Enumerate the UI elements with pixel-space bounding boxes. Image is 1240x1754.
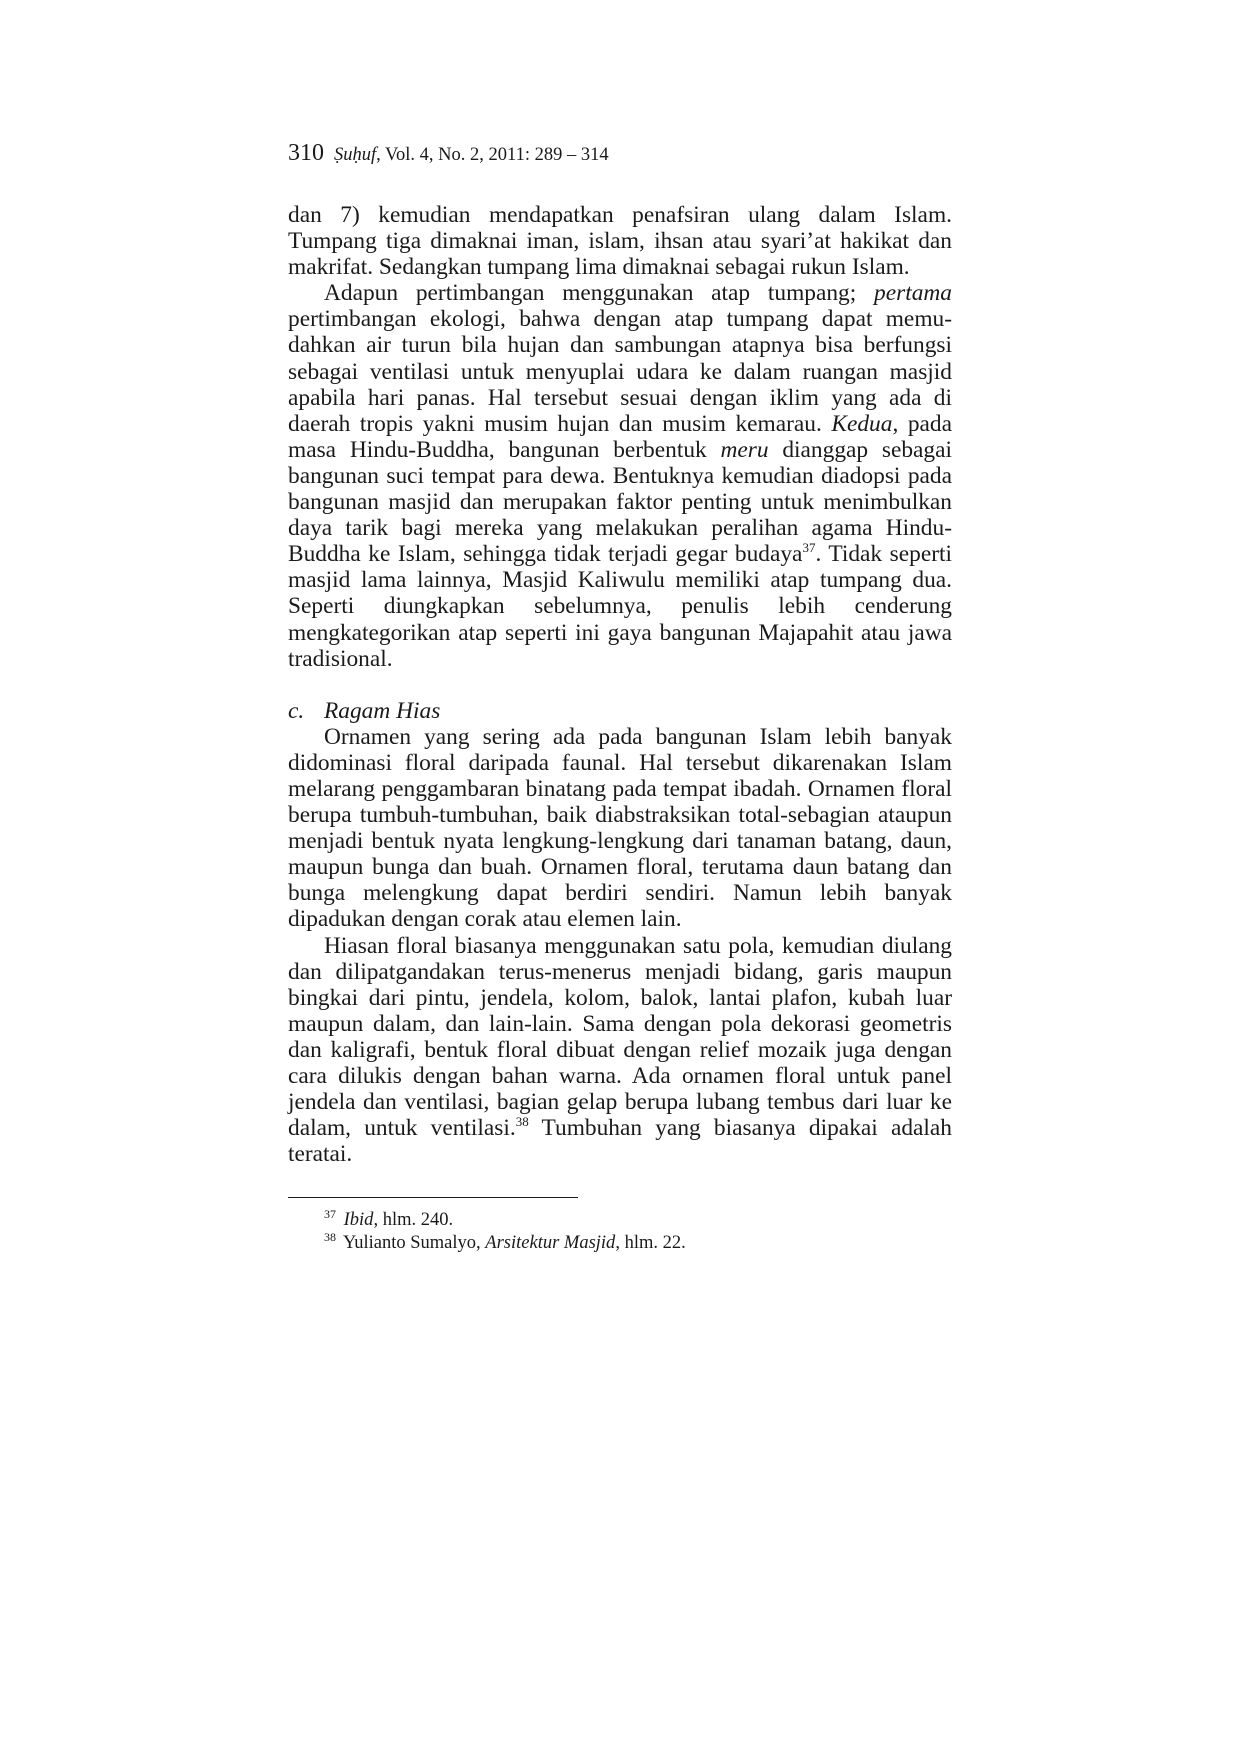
emphasis-pertama: pertama — [874, 280, 952, 307]
paragraph-atap-tumpang — [288, 280, 952, 671]
text-span: Hiasan floral biasanya menggunakan satu pola, kemudian diulang dan dilipatgandakan terus-menerus menjadi bidang, garis maupun bingkai dari pintu, jendela, kolom, balok, lantai plafon, kubah luar maupun dalam, dan lain-lain. Sama dengan pola dekorasi geometris dan kaligrafi, bentuk floral dibuat dengan relief mozaik juga dengan cara dilukis dengan bahan warna. Ada ornamen floral untuk panel jendela dan ventilasi, bagian gelap berupa lubang tembus dari luar ke dalam, untuk ventilasi. — [288, 932, 952, 1142]
paragraph-continued: dan 7) kemudian mendapatkan penafsiran ulang dalam Islam. Tumpang tiga dimaknai iman, islam, ihsan atau syari’at hakikat dan makrifat. Sedangkan tumpang lima dimaknai sebagai rukun Islam. — [288, 202, 952, 281]
footnote-37 — [324, 1209, 686, 1232]
emphasis-meru: meru — [720, 436, 769, 463]
footnote-number: 38 — [324, 1229, 336, 1244]
section-marker: c. — [288, 697, 305, 724]
footnotes — [324, 1209, 686, 1254]
text-span: , pada masa Hindu-Buddha, bangunan berbentuk — [288, 410, 952, 463]
footnote-italic: Arsitektur Masjid — [485, 1232, 616, 1253]
footnote-divider — [288, 1197, 578, 1198]
footnote-ref-38[interactable]: 38 — [515, 1114, 529, 1130]
footnote-ref-37[interactable]: 37 — [802, 540, 816, 556]
footnote-text: Yulianto Sumalyo, — [339, 1232, 486, 1253]
page-number: 310 — [288, 140, 324, 166]
paragraph-hiasan-floral — [288, 933, 952, 1168]
journal-title: Ṣuḥuf — [334, 145, 377, 165]
text-span: Tumbuhan yang biasanya dipakai adalah teratai. — [288, 1115, 952, 1168]
section-title: Ragam Hias — [324, 697, 441, 724]
footnote-text: , hlm. 240. — [373, 1210, 454, 1230]
journal-citation: , Vol. 4, No. 2, 2011: 289 – 314 — [376, 145, 609, 165]
text-span: . Tidak seperti masjid lama lainnya, Masjid Kaliwulu memiliki atap tumpang dua. Seperti diungkapkan sebelumnya, penulis lebih cenderung mengkategorikan atap seperti ini gaya bangunan Majapahit atau jawa tradisional. — [288, 541, 952, 672]
footnote-italic: Ibid — [343, 1210, 374, 1230]
text-span: Adapun pertimbangan menggunakan atap tumpang; — [324, 280, 875, 307]
emphasis-kedua: Kedua — [831, 410, 893, 437]
section-heading — [288, 698, 952, 724]
running-header — [288, 140, 609, 167]
text-span: dianggap sebagai bangunan suci tempat para dewa. Bentuknya kemudian diadopsi pada bangunan masjid dan merupakan faktor penting untuk menimbulkan daya tarik bagi mereka yang melakukan peralihan agama Hindu-Buddha ke Islam, sehingga tidak terjadi gegar budaya — [288, 436, 952, 568]
footnote-text: , hlm. 22. — [615, 1232, 686, 1253]
footnote-38 — [324, 1229, 686, 1255]
body-text — [288, 202, 952, 1167]
text-span: pertimbangan ekologi, bahwa dengan atap tumpang dapat memu-dahkan air turun bila hujan dan sambungan atapnya bisa berfungsi sebagai ventilasi untuk menyuplai udara ke dalam ruangan masjid apabila hari panas. Hal tersebut sesuai dengan iklim yang ada di daerah tropis yakni musim hujan dan musim kemarau. — [288, 306, 952, 437]
footnote-number: 37 — [324, 1207, 336, 1221]
paragraph-ornamen: Ornamen yang sering ada pada bangunan Islam lebih banyak didominasi floral daripada faunal. Hal tersebut dikarenakan Islam melarang penggambaran binatang pada tempat ibadah. Ornamen floral berupa tumbuh-tumbuhan, baik diabstraksikan total-sebagian ataupun menjadi bentuk nyata lengkung-lengkung dari tanaman batang, daun, maupun bunga dan buah. Ornamen floral, terutama daun batang dan bunga melengkung dapat berdiri sendiri. Namun lebih banyak dipadukan dengan corak atau elemen lain. — [288, 723, 952, 933]
